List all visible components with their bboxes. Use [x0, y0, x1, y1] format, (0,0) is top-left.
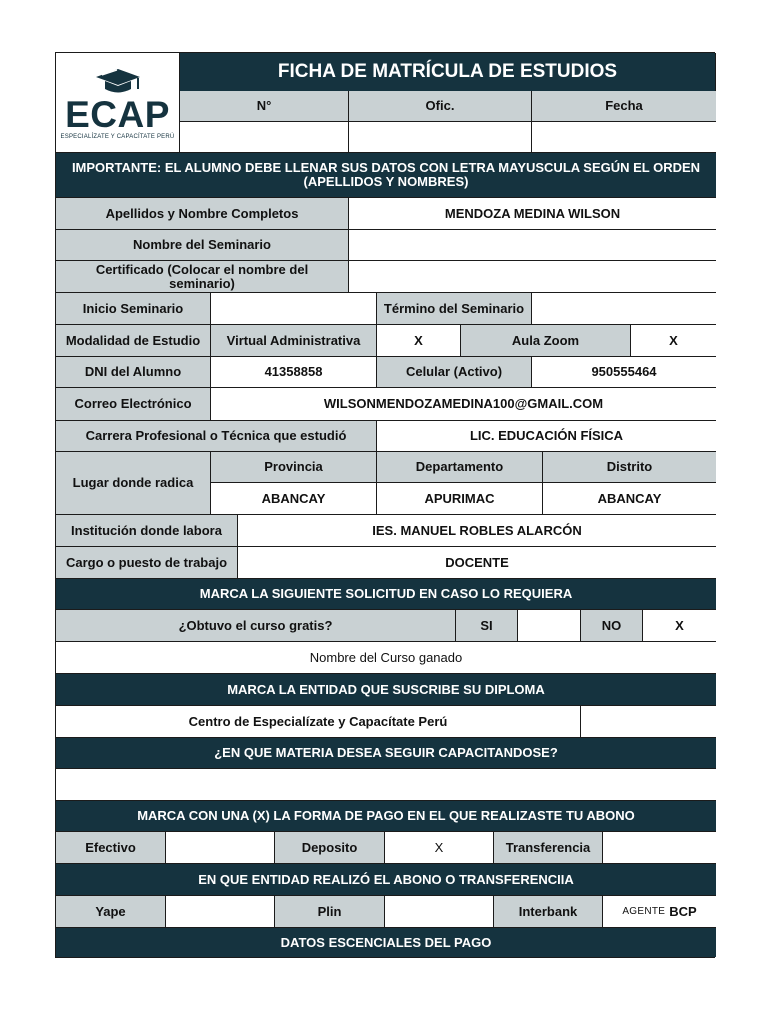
start-label: Inicio Seminario — [56, 293, 211, 325]
agent-bcp-field[interactable] — [603, 896, 716, 928]
end-label: Término del Seminario — [377, 293, 532, 325]
department-label: Departamento — [377, 452, 543, 483]
full-name-field[interactable]: MENDOZA MEDINA WILSON — [349, 198, 716, 230]
career-field[interactable]: LIC. EDUCACIÓN FÍSICA — [377, 421, 716, 452]
modality-zoom-checkbox[interactable]: X — [631, 325, 716, 357]
training-field[interactable] — [56, 769, 716, 801]
cash-checkbox[interactable] — [166, 832, 275, 864]
important-notice: IMPORTANTE: EL ALUMNO DEBE LLENAR SUS DATOS CON LETRA MAYUSCULA SEGÚN EL ORDEN (APELLIDOS Y NOMBRES) — [56, 153, 716, 198]
payment-entity-header: EN QUE ENTIDAD REALIZÓ EL ABONO O TRANSFERENCIIA — [56, 864, 716, 896]
location-label: Lugar donde radica — [56, 452, 211, 515]
fecha-field[interactable] — [532, 122, 716, 153]
email-label: Correo Electrónico — [56, 388, 211, 421]
yape-label: Yape — [56, 896, 166, 928]
oficina-field[interactable] — [349, 122, 532, 153]
agent-bank: BCP — [669, 903, 697, 919]
dni-field[interactable]: 41358858 — [211, 357, 377, 388]
phone-field[interactable]: 950555464 — [532, 357, 716, 388]
plin-label: Plin — [275, 896, 385, 928]
certificate-label: Certificado (Colocar el nombre del seminario) — [56, 261, 349, 293]
free-course-si-checkbox[interactable] — [518, 610, 581, 642]
institution-label: Institución donde labora — [56, 515, 238, 547]
course-won-field[interactable]: Nombre del Curso ganado — [56, 642, 716, 674]
yape-checkbox[interactable] — [166, 896, 275, 928]
form-title: FICHA DE MATRÍCULA DE ESTUDIOS — [180, 53, 716, 91]
numero-field[interactable] — [180, 122, 349, 153]
deposit-checkbox[interactable]: X — [385, 832, 494, 864]
district-field[interactable]: ABANCAY — [543, 483, 716, 515]
dni-label: DNI del Alumno — [56, 357, 211, 388]
position-label: Cargo o puesto de trabajo — [56, 547, 238, 579]
diploma-entity-checkbox[interactable] — [581, 706, 716, 738]
diploma-entity-label: Centro de Especialízate y Capacítate Perú — [56, 706, 581, 738]
enrollment-form — [55, 52, 715, 958]
email-field[interactable]: WILSONMENDOZAMEDINA100@GMAIL.COM — [211, 388, 716, 421]
modality-label: Modalidad de Estudio — [56, 325, 211, 357]
training-header: ¿EN QUE MATERIA DESEA SEGUIR CAPACITANDOSE? — [56, 738, 716, 769]
province-field[interactable]: ABANCAY — [211, 483, 377, 515]
seminar-name-field[interactable] — [349, 230, 716, 261]
institution-field[interactable]: IES. MANUEL ROBLES ALARCÓN — [238, 515, 716, 547]
start-field[interactable] — [211, 293, 377, 325]
fecha-header: Fecha — [532, 91, 716, 122]
seminar-name-label: Nombre del Seminario — [56, 230, 349, 261]
graduation-cap-icon — [92, 67, 144, 97]
modality-virtual-checkbox[interactable]: X — [377, 325, 461, 357]
district-label: Distrito — [543, 452, 716, 483]
transfer-label: Transferencia — [494, 832, 603, 864]
cash-label: Efectivo — [56, 832, 166, 864]
ecap-logo — [56, 53, 180, 153]
logo-tagline: ESPECIALÍZATE Y CAPACÍTATE PERÚ — [60, 133, 175, 140]
oficina-header: Ofic. — [349, 91, 532, 122]
province-label: Provincia — [211, 452, 377, 483]
department-field[interactable]: APURIMAC — [377, 483, 543, 515]
free-course-no-label: NO — [581, 610, 643, 642]
phone-label: Celular (Activo) — [377, 357, 532, 388]
free-course-si-label: SI — [456, 610, 518, 642]
transfer-checkbox[interactable] — [603, 832, 716, 864]
interbank-label: Interbank — [494, 896, 603, 928]
free-course-question: ¿Obtuvo el curso gratis? — [56, 610, 456, 642]
modality-virtual-label: Virtual Administrativa — [211, 325, 377, 357]
modality-zoom-label: Aula Zoom — [461, 325, 631, 357]
end-field[interactable] — [532, 293, 716, 325]
full-name-label: Apellidos y Nombre Completos — [56, 198, 349, 230]
position-field[interactable]: DOCENTE — [238, 547, 716, 579]
request-header: MARCA LA SIGUIENTE SOLICITUD EN CASO LO REQUIERA — [56, 579, 716, 610]
certificate-field[interactable] — [349, 261, 716, 293]
plin-checkbox[interactable] — [385, 896, 494, 928]
deposit-label: Deposito — [275, 832, 385, 864]
payment-method-header: MARCA CON UNA (X) LA FORMA DE PAGO EN EL QUE REALIZASTE TU ABONO — [56, 801, 716, 832]
diploma-header: MARCA LA ENTIDAD QUE SUSCRIBE SU DIPLOMA — [56, 674, 716, 706]
essentials-header: DATOS ESCENCIALES DEL PAGO — [56, 928, 716, 957]
logo-wordmark: ECAP — [65, 93, 170, 135]
free-course-no-checkbox[interactable]: X — [643, 610, 716, 642]
numero-header: N° — [180, 91, 349, 122]
career-label: Carrera Profesional o Técnica que estudió — [56, 421, 377, 452]
agent-prefix: AGENTE — [622, 905, 666, 917]
